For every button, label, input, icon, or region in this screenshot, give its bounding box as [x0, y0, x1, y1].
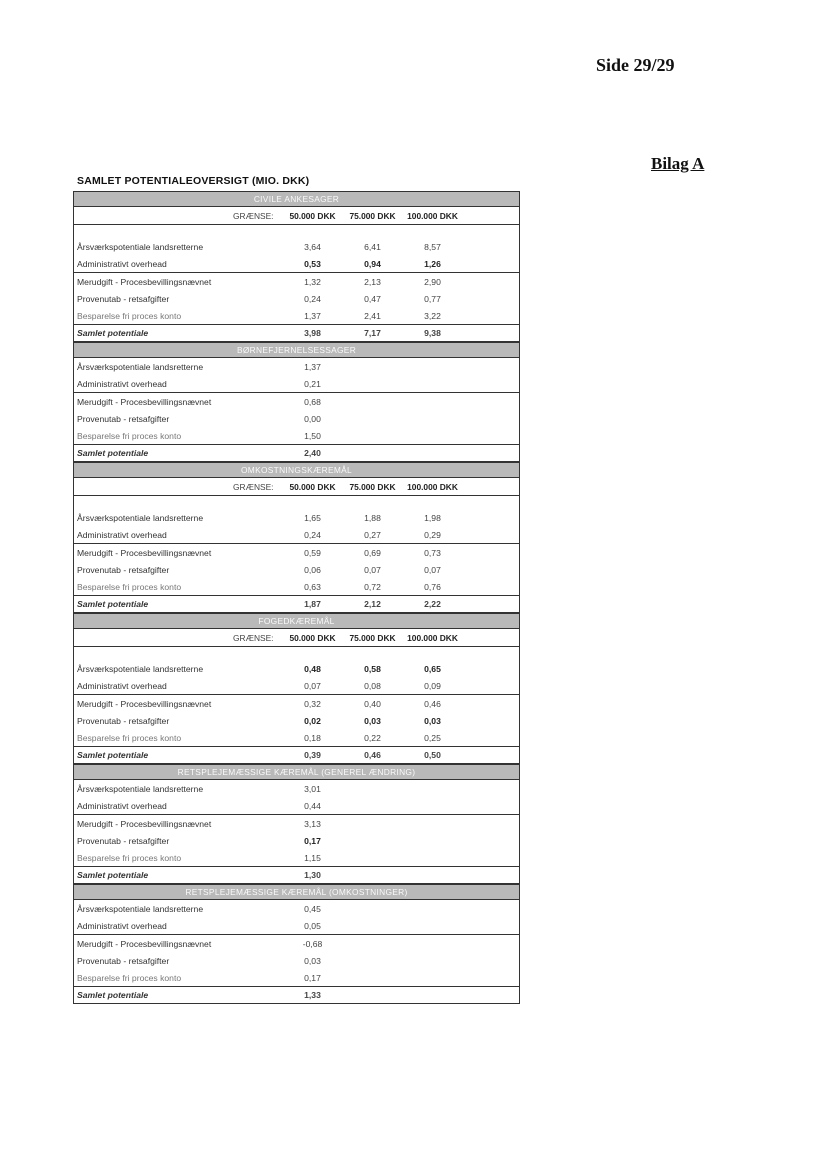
row-label: Merudgift - Procesbevillingsnævnet [74, 393, 282, 411]
total-value: 1,30 [282, 867, 344, 884]
table-row [74, 410, 520, 427]
row-label: Administrativt overhead [77, 680, 167, 691]
column-header: 75.000 DKK [349, 481, 396, 492]
cell-value: 1,32 [282, 273, 344, 291]
row-label: Administrativt overhead [77, 800, 167, 811]
table-row [74, 695, 520, 713]
table-row [74, 797, 520, 815]
cell-value: 0,40 [344, 695, 402, 713]
total-value: 7,17 [344, 325, 402, 342]
table-row [74, 815, 520, 833]
table-row [74, 255, 520, 273]
section-retsplejemaessige-omkostninger [73, 884, 520, 1004]
cell-value: 0,32 [282, 695, 344, 713]
cell-value: 1,50 [304, 430, 321, 441]
row-label: Merudgift - Procesbevillingsnævnet [74, 695, 282, 713]
row-label: Besparelse fri proces konto [77, 852, 182, 863]
cell-value: 2,41 [364, 310, 381, 321]
cell-value: 0,07 [304, 680, 321, 691]
cell-value: 0,17 [304, 972, 321, 983]
table-row [74, 969, 520, 987]
threshold-label: GRÆNSE: [233, 210, 274, 221]
cell-value: 0,02 [304, 715, 321, 726]
column-header: 50.000 DKK [289, 632, 336, 643]
column-header: 100.000 DKK [407, 632, 458, 643]
row-label: Årsværkspotentiale landsretterne [77, 783, 204, 794]
row-label: Besparelse fri proces konto [77, 430, 182, 441]
total-row [74, 596, 520, 613]
table-row [74, 393, 520, 411]
table-row [74, 375, 520, 393]
row-label: Provenutab - retsafgifter [77, 564, 170, 575]
cell-value: 3,01 [304, 783, 321, 794]
cell-value: 3,22 [424, 310, 441, 321]
total-value: 1,87 [282, 596, 344, 613]
total-value: 0,50 [402, 747, 464, 764]
row-label: Merudgift - Procesbevillingsnævnet [74, 273, 282, 291]
cell-value: 0,24 [304, 293, 321, 304]
column-header: 50.000 DKK [289, 210, 336, 221]
cell-value: 0,53 [304, 258, 321, 269]
cell-value: 0,05 [304, 920, 321, 931]
section-retsplejemaessige-generel [73, 764, 520, 884]
row-label: Årsværkspotentiale landsretterne [77, 241, 204, 252]
section-banner: FOGEDKÆREMÅL [74, 614, 520, 629]
document-title: SAMLET POTENTIALEOVERSIGT (MIO. DKK) [77, 175, 310, 187]
section-banner: RETSPLEJEMÆSSIGE KÆREMÅL (GENEREL ÆNDRING) [74, 765, 520, 780]
total-value: 9,38 [402, 325, 464, 342]
row-label: Administrativt overhead [77, 529, 167, 540]
cell-value: 0,03 [424, 715, 441, 726]
cell-value: 0,69 [344, 544, 402, 562]
column-header: 100.000 DKK [407, 481, 458, 492]
section-fogedkaeremaal [73, 613, 520, 764]
cell-value: 1,15 [304, 852, 321, 863]
cell-value: 0,94 [364, 258, 381, 269]
table-row [74, 917, 520, 935]
column-header: 50.000 DKK [289, 481, 336, 492]
row-label: Årsværkspotentiale landsretterne [77, 361, 204, 372]
total-value: 2,40 [282, 445, 344, 462]
cell-value: 6,41 [364, 241, 381, 252]
cell-value: 0,24 [304, 529, 321, 540]
cell-value: 0,07 [424, 564, 441, 575]
row-label: Administrativt overhead [77, 378, 167, 389]
cell-value: -0,68 [282, 935, 344, 953]
row-label: Merudgift - Procesbevillingsnævnet [74, 935, 282, 953]
cell-value: 0,58 [364, 663, 381, 674]
cell-value: 0,25 [424, 732, 441, 743]
total-label: Samlet potentiale [74, 867, 282, 884]
row-label: Provenutab - retsafgifter [77, 835, 170, 846]
threshold-label: GRÆNSE: [233, 632, 274, 643]
total-label: Samlet potentiale [74, 987, 282, 1004]
table-row [74, 729, 520, 747]
section-boernefjernelsessager [73, 342, 520, 462]
row-label: Besparelse fri proces konto [77, 732, 182, 743]
cell-value: 1,88 [364, 512, 381, 523]
total-value: 0,39 [282, 747, 344, 764]
row-label: Årsværkspotentiale landsretterne [77, 512, 204, 523]
table-row [74, 427, 520, 445]
cell-value: 0,07 [364, 564, 381, 575]
cell-value: 1,26 [424, 258, 441, 269]
table-row [74, 660, 520, 677]
row-label: Administrativt overhead [77, 258, 167, 269]
total-value: 0,46 [344, 747, 402, 764]
total-label: Samlet potentiale [74, 747, 282, 764]
cell-value: 0,45 [304, 903, 321, 914]
column-header: 75.000 DKK [349, 210, 396, 221]
table-row [74, 307, 520, 325]
table-row [74, 832, 520, 849]
cell-value: 0,09 [424, 680, 441, 691]
cell-value: 0,18 [304, 732, 321, 743]
appendix-label: Bilag A [651, 154, 705, 173]
row-label: Besparelse fri proces konto [77, 310, 182, 321]
cell-value: 0,17 [304, 835, 321, 846]
cell-value: 0,48 [304, 663, 321, 674]
table-row [74, 526, 520, 544]
cell-value: 0,72 [364, 581, 381, 592]
threshold-label: GRÆNSE: [233, 481, 274, 492]
cell-value: 2,90 [402, 273, 464, 291]
row-label: Provenutab - retsafgifter [77, 293, 170, 304]
table-row [74, 509, 520, 526]
cell-value: 0,06 [304, 564, 321, 575]
row-label: Besparelse fri proces konto [77, 581, 182, 592]
cell-value: 8,57 [424, 241, 441, 252]
table-row [74, 273, 520, 291]
cell-value: 1,37 [304, 310, 321, 321]
table-row [74, 677, 520, 695]
cell-value: 0,29 [424, 529, 441, 540]
cell-value: 0,73 [402, 544, 464, 562]
total-row [74, 747, 520, 764]
cell-value: 3,13 [282, 815, 344, 833]
cell-value: 1,65 [304, 512, 321, 523]
table-row [74, 935, 520, 953]
table-row [74, 544, 520, 562]
total-row [74, 867, 520, 884]
column-header: 75.000 DKK [349, 632, 396, 643]
row-label: Provenutab - retsafgifter [77, 715, 170, 726]
cell-value: 0,65 [424, 663, 441, 674]
cell-value: 0,44 [304, 800, 321, 811]
table-row [74, 578, 520, 596]
section-banner: BØRNEFJERNELSESSAGER [74, 343, 520, 358]
section-banner: RETSPLEJEMÆSSIGE KÆREMÅL (OMKOSTNINGER) [74, 885, 520, 900]
cell-value: 0,21 [304, 378, 321, 389]
table-row [74, 290, 520, 307]
section-civile-ankesager [73, 191, 520, 342]
total-row [74, 987, 520, 1004]
cell-value: 1,98 [424, 512, 441, 523]
cell-value: 0,63 [304, 581, 321, 592]
row-label: Administrativt overhead [77, 920, 167, 931]
cell-value: 0,47 [364, 293, 381, 304]
table-row [74, 712, 520, 729]
total-value: 2,12 [344, 596, 402, 613]
row-label: Merudgift - Procesbevillingsnævnet [74, 815, 282, 833]
cell-value: 0,27 [364, 529, 381, 540]
page-number: Side 29/29 [596, 55, 675, 75]
cell-value: 0,77 [424, 293, 441, 304]
cell-value: 0,46 [402, 695, 464, 713]
total-row [74, 325, 520, 342]
table-row [74, 900, 520, 918]
cell-value: 0,59 [282, 544, 344, 562]
section-banner: CIVILE ANKESAGER [74, 192, 520, 207]
column-header: 100.000 DKK [407, 210, 458, 221]
section-banner: OMKOSTNINGSKÆREMÅL [74, 463, 520, 478]
cell-value: 0,22 [364, 732, 381, 743]
table-row [74, 849, 520, 867]
table-row [74, 952, 520, 969]
total-label: Samlet potentiale [74, 325, 282, 342]
row-label: Provenutab - retsafgifter [77, 413, 170, 424]
cell-value: 0,03 [364, 715, 381, 726]
potential-overview-tables [73, 191, 519, 1004]
total-value: 2,22 [402, 596, 464, 613]
row-label: Årsværkspotentiale landsretterne [77, 663, 204, 674]
total-value: 3,98 [282, 325, 344, 342]
table-row [74, 238, 520, 255]
row-label: Merudgift - Procesbevillingsnævnet [74, 544, 282, 562]
cell-value: 3,64 [304, 241, 321, 252]
cell-value: 0,76 [424, 581, 441, 592]
table-row [74, 780, 520, 798]
table-row [74, 358, 520, 376]
row-label: Besparelse fri proces konto [77, 972, 182, 983]
total-label: Samlet potentiale [74, 445, 282, 462]
total-row [74, 445, 520, 462]
cell-value: 2,13 [344, 273, 402, 291]
cell-value: 0,68 [282, 393, 344, 411]
total-value: 1,33 [282, 987, 344, 1004]
total-label: Samlet potentiale [74, 596, 282, 613]
table-row [74, 561, 520, 578]
cell-value: 0,03 [304, 955, 321, 966]
section-omkostningskaeremaal [73, 462, 520, 613]
cell-value: 0,08 [364, 680, 381, 691]
cell-value: 0,00 [304, 413, 321, 424]
row-label: Provenutab - retsafgifter [77, 955, 170, 966]
cell-value: 1,37 [304, 361, 321, 372]
row-label: Årsværkspotentiale landsretterne [77, 903, 204, 914]
